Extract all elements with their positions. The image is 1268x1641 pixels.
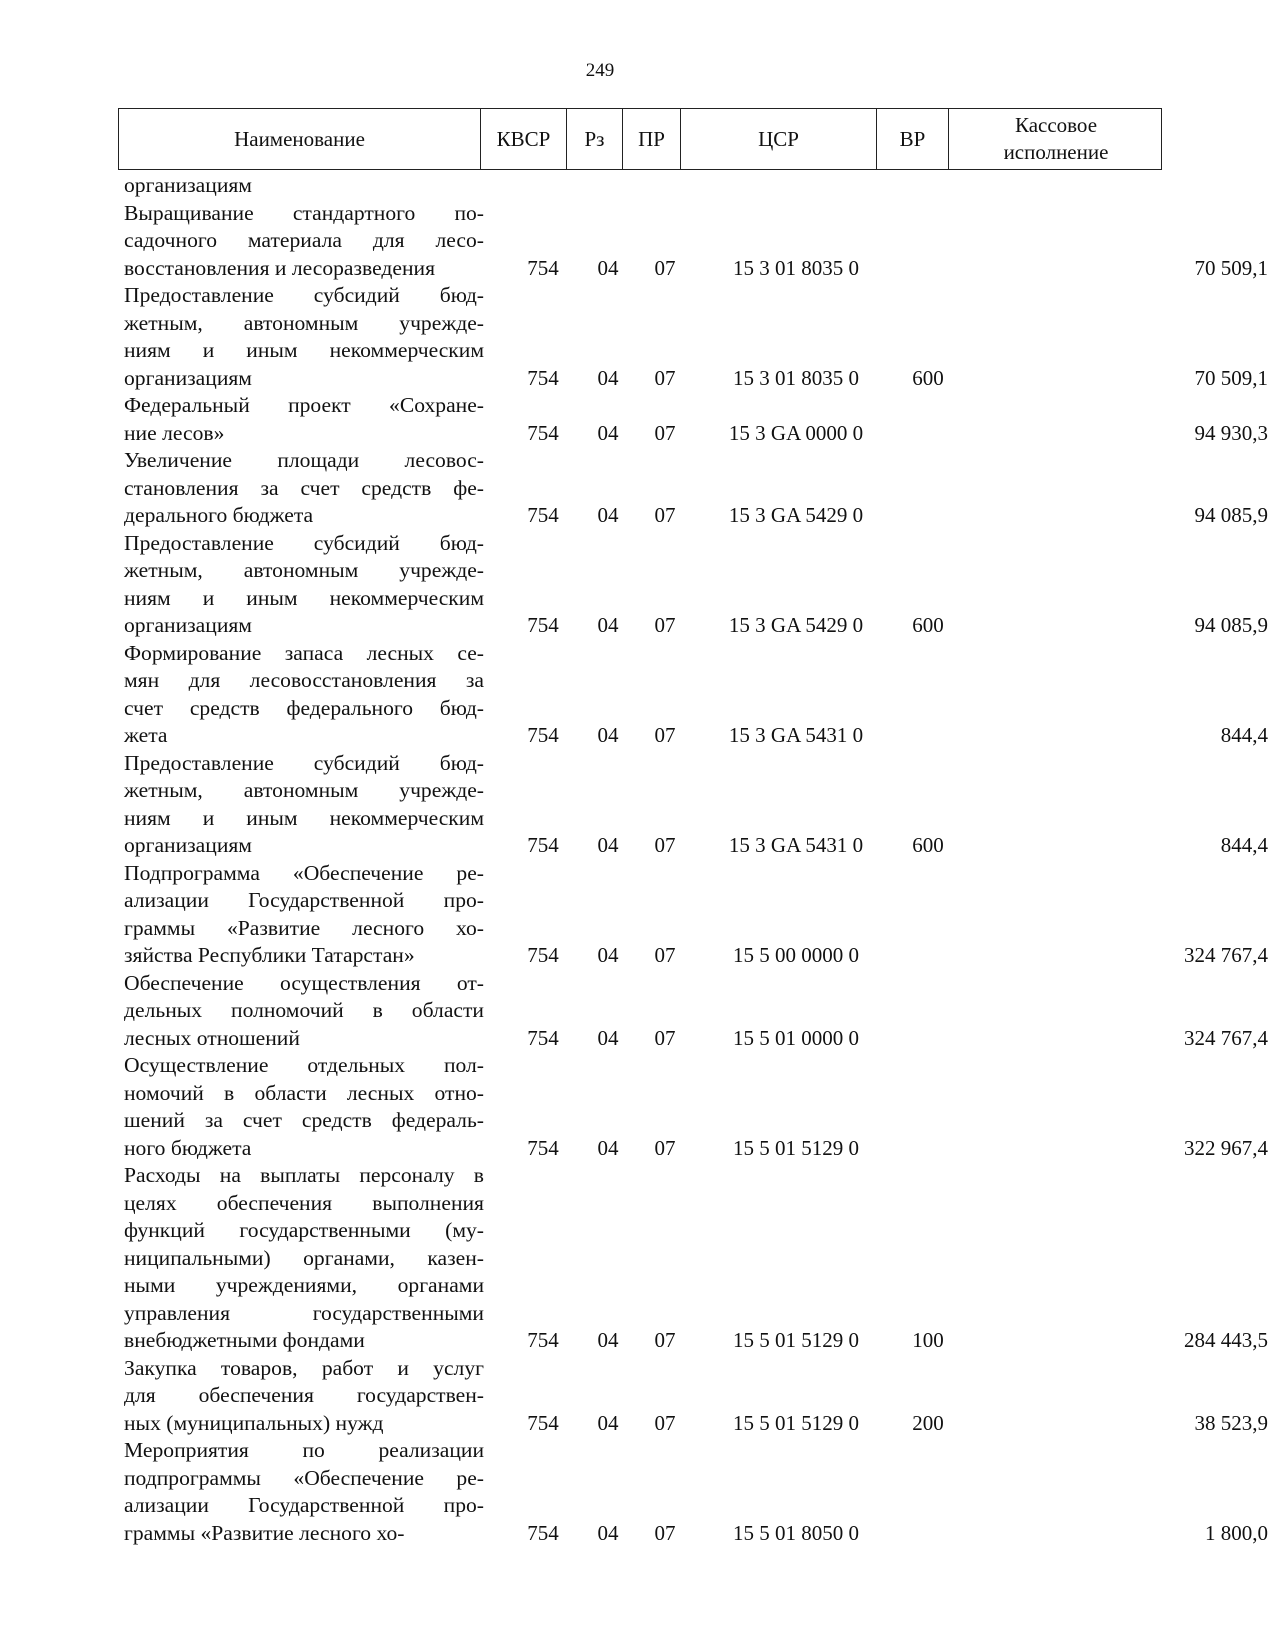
- cell-sum: 284 443,5: [1184, 1328, 1268, 1352]
- cell-sum: 844,4: [1220, 723, 1268, 747]
- header-sum: Кассовое исполнение: [1003, 113, 1109, 164]
- cell-csr: 15 5 01 5129 0: [733, 1410, 859, 1435]
- cell-rz: 04: [597, 1410, 619, 1435]
- cell-csr: 15 3 GA 5431 0: [728, 723, 864, 747]
- row-name-line: организациям: [124, 833, 252, 857]
- cell-kvsr: 754: [527, 1135, 559, 1160]
- cell-sum: 94 085,9: [1194, 503, 1268, 527]
- table-row: [124, 1052, 1268, 1162]
- table-row: [124, 640, 1268, 750]
- cell-pr: 07: [654, 723, 676, 747]
- cell-rz: 04: [597, 833, 619, 857]
- row-name: [124, 392, 484, 447]
- row-name-line: Предоставление субсидий бюд-: [124, 530, 484, 555]
- table-row: [124, 282, 1268, 392]
- cell-sum: 324 767,4: [1184, 943, 1268, 967]
- row-name-line: ниям и иным некоммерческим: [124, 585, 484, 610]
- row-name-line: восстановления и лесоразведения: [124, 255, 436, 280]
- row-name: [124, 447, 484, 530]
- cell-rz: 04: [597, 943, 619, 967]
- row-name-line: ализации Государственной про-: [124, 888, 484, 912]
- cell-vr: 100: [912, 1328, 944, 1352]
- cell-csr: 15 5 01 0000 0: [733, 1025, 859, 1050]
- row-name-line: Осуществление отдельных пол-: [124, 1053, 484, 1077]
- cell-csr: 15 5 00 0000 0: [733, 943, 859, 967]
- header-vr: ВР: [877, 109, 949, 169]
- row-name-line: садочного материала для лесо-: [124, 228, 484, 252]
- cell-kvsr: 754: [527, 613, 559, 637]
- cell-vr: 600: [912, 613, 944, 637]
- header-name: Наименование: [119, 109, 481, 169]
- header-csr: ЦСР: [681, 109, 877, 169]
- cell-pr: 07: [654, 943, 676, 967]
- row-name-line: управления государственными: [124, 1300, 484, 1325]
- cell-csr: 15 3 01 8035 0: [733, 365, 859, 390]
- row-name-line: ниципальными) органами, казен-: [124, 1245, 484, 1270]
- row-name-line: Увеличение площади лесовос-: [124, 448, 484, 472]
- cell-sum: 1 800,0: [1205, 1520, 1268, 1545]
- row-name-line: дельных полномочий в области: [124, 998, 484, 1022]
- cell-kvsr: 754: [527, 365, 559, 390]
- row-name: [124, 172, 484, 200]
- cell-sum: 324 767,4: [1184, 1025, 1268, 1050]
- cell-csr: 15 3 01 8035 0: [733, 255, 859, 280]
- cell-kvsr: 754: [527, 1328, 559, 1352]
- cell-sum: 38 523,9: [1194, 1410, 1268, 1435]
- row-name: [124, 282, 484, 392]
- row-name: [124, 1355, 484, 1438]
- cell-rz: 04: [597, 255, 619, 280]
- cell-pr: 07: [654, 503, 676, 527]
- cell-pr: 07: [654, 420, 676, 445]
- row-name: [124, 1052, 484, 1162]
- row-name-line: подпрограммы «Обеспечение ре-: [124, 1465, 484, 1490]
- row-name-line: организациям: [124, 613, 252, 637]
- cell-rz: 04: [597, 503, 619, 527]
- cell-rz: 04: [597, 1520, 619, 1545]
- row-name-line: Предоставление субсидий бюд-: [124, 750, 484, 775]
- cell-rz: 04: [597, 1328, 619, 1352]
- row-name: [124, 530, 484, 640]
- row-name-line: номочий в области лесных отно-: [124, 1080, 484, 1105]
- row-name: [124, 200, 484, 283]
- row-name-line: мян для лесовосстановления за: [124, 668, 484, 692]
- row-name-line: организациям: [124, 365, 252, 390]
- row-name-line: дерального бюджета: [124, 503, 314, 527]
- cell-pr: 07: [654, 1135, 676, 1160]
- cell-csr: 15 3 GA 5429 0: [728, 503, 864, 527]
- row-name-line: Расходы на выплаты персоналу в: [124, 1163, 484, 1187]
- table-row: [124, 200, 1268, 283]
- cell-sum: 844,4: [1220, 833, 1268, 857]
- table-row: [124, 1437, 1268, 1547]
- row-name: [124, 1162, 484, 1355]
- cell-kvsr: 754: [527, 1520, 559, 1545]
- cell-pr: 07: [654, 1025, 676, 1050]
- row-name-line: ниям и иным некоммерческим: [124, 338, 484, 362]
- row-name-line: жета: [124, 723, 168, 747]
- row-name: [124, 860, 484, 970]
- cell-kvsr: 754: [527, 833, 559, 857]
- cell-sum: 322 967,4: [1184, 1135, 1268, 1160]
- cell-kvsr: 754: [527, 723, 559, 747]
- cell-pr: 07: [654, 613, 676, 637]
- cell-pr: 07: [654, 833, 676, 857]
- cell-pr: 07: [654, 1410, 676, 1435]
- row-name: [124, 1437, 484, 1547]
- row-name-line: счет средств федерального бюд-: [124, 695, 484, 720]
- row-name-line: внебюджетными фондами: [124, 1328, 365, 1352]
- cell-kvsr: 754: [527, 420, 559, 445]
- table-header: [118, 108, 1162, 170]
- row-name-line: ных (муниципальных) нужд: [124, 1410, 384, 1435]
- row-name-line: шений за счет средств федераль-: [124, 1108, 484, 1132]
- table-row: [124, 172, 1164, 200]
- row-name-line: ализации Государственной про-: [124, 1493, 484, 1517]
- row-name-line: жетным, автономным учрежде-: [124, 558, 484, 582]
- header-pr: ПР: [623, 109, 681, 169]
- cell-rz: 04: [597, 365, 619, 390]
- table-row: [124, 970, 1268, 1053]
- cell-pr: 07: [654, 1328, 676, 1352]
- row-name-line: ного бюджета: [124, 1135, 252, 1160]
- row-name-line: лесных отношений: [124, 1025, 300, 1050]
- cell-vr: 200: [912, 1410, 944, 1435]
- row-name-line: Обеспечение осуществления от-: [124, 970, 484, 995]
- cell-rz: 04: [597, 723, 619, 747]
- header-rz: Рз: [567, 109, 623, 169]
- cell-sum: 94 930,3: [1194, 420, 1268, 445]
- cell-kvsr: 754: [527, 255, 559, 280]
- table-row: [124, 1162, 1268, 1355]
- row-name-line: для обеспечения государствен-: [124, 1383, 484, 1407]
- row-name-line: организациям: [124, 173, 252, 197]
- row-name-line: жетным, автономным учрежде-: [124, 310, 484, 335]
- row-name-line: Выращивание стандартного по-: [124, 200, 484, 225]
- row-name-line: ние лесов»: [124, 420, 225, 445]
- table-body: [124, 172, 1268, 1547]
- cell-pr: 07: [654, 255, 676, 280]
- row-name-line: граммы «Развитие лесного хо-: [124, 1520, 405, 1545]
- cell-kvsr: 754: [527, 1025, 559, 1050]
- row-name-line: граммы «Развитие лесного хо-: [124, 915, 484, 940]
- cell-vr: 600: [912, 365, 944, 390]
- cell-kvsr: 754: [527, 1410, 559, 1435]
- page-number: 249: [585, 60, 615, 81]
- cell-kvsr: 754: [527, 943, 559, 967]
- cell-sum: 94 085,9: [1194, 613, 1268, 637]
- cell-csr: 15 5 01 5129 0: [733, 1328, 859, 1352]
- cell-rz: 04: [597, 420, 619, 445]
- row-name-line: зяйства Республики Татарстан»: [124, 943, 415, 967]
- cell-rz: 04: [597, 1135, 619, 1160]
- row-name-line: Формирование запаса лесных се-: [124, 640, 484, 665]
- cell-pr: 07: [654, 365, 676, 390]
- row-name-line: Мероприятия по реализации: [124, 1438, 484, 1462]
- cell-csr: 15 3 GA 5431 0: [728, 833, 864, 857]
- row-name: [124, 970, 484, 1053]
- cell-sum: 70 509,1: [1194, 255, 1268, 280]
- row-name-line: ными учреждениями, органами: [124, 1273, 484, 1297]
- table-row: [124, 1355, 1268, 1438]
- cell-kvsr: 754: [527, 503, 559, 527]
- cell-csr: 15 3 GA 5429 0: [728, 613, 864, 637]
- row-name-line: целях обеспечения выполнения: [124, 1190, 484, 1215]
- row-name-line: функций государственными (му-: [124, 1218, 484, 1242]
- cell-csr: 15 5 01 5129 0: [733, 1135, 859, 1160]
- row-name-line: жетным, автономным учрежде-: [124, 778, 484, 802]
- row-name-line: Федеральный проект «Сохране-: [124, 393, 484, 417]
- row-name-line: ниям и иным некоммерческим: [124, 805, 484, 830]
- header-kvsr: КВСР: [481, 109, 567, 169]
- table-row: [124, 750, 1268, 860]
- table-row: [124, 447, 1268, 530]
- table-row: [124, 860, 1268, 970]
- cell-csr: 15 3 GA 0000 0: [728, 420, 864, 445]
- cell-csr: 15 5 01 8050 0: [733, 1520, 859, 1545]
- row-name-line: Закупка товаров, работ и услуг: [124, 1355, 484, 1380]
- cell-rz: 04: [597, 613, 619, 637]
- row-name-line: становления за счет средств фе-: [124, 475, 484, 500]
- table-row: [124, 392, 1268, 447]
- row-name: [124, 640, 484, 750]
- cell-vr: 600: [912, 833, 944, 857]
- row-name: [124, 750, 484, 860]
- cell-sum: 70 509,1: [1194, 365, 1268, 390]
- row-name-line: Подпрограмма «Обеспечение ре-: [124, 860, 484, 885]
- row-name-line: Предоставление субсидий бюд-: [124, 283, 484, 307]
- cell-rz: 04: [597, 1025, 619, 1050]
- table-row: [124, 530, 1268, 640]
- cell-pr: 07: [654, 1520, 676, 1545]
